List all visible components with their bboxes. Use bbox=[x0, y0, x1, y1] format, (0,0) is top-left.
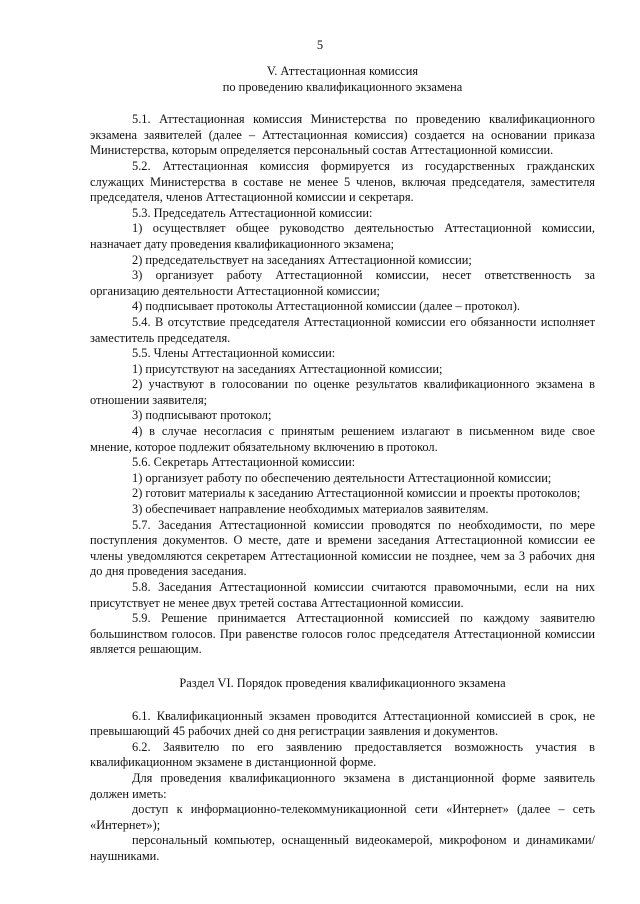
section-6-title: Раздел VI. Порядок проведения квалификационного экзамена bbox=[179, 675, 506, 690]
section5-paragraph: 3) обеспечивает направление необходимых материалов заявителям. bbox=[132, 502, 489, 517]
section6-paragraph: доступ к информационно-телекоммуникационной сети «Интернет» (далее – сеть «Интернет»); bbox=[90, 802, 595, 832]
section5-paragraph: 4) подписывает протоколы Аттестационной комиссии (далее – протокол). bbox=[132, 299, 520, 314]
section5-paragraph: 3) организует работу Аттестационной комиссии, несет ответственность за организацию деятельности Аттестационной комиссии; bbox=[90, 268, 595, 298]
section-5-heading bbox=[90, 64, 595, 95]
section5-paragraph: 2) готовит материалы к заседанию Аттестационной комиссии и проекты протоколов; bbox=[132, 486, 581, 501]
section6-paragraph: Для проведения квалификационного экзамена в дистанционной форме заявитель должен иметь: bbox=[90, 770, 595, 801]
section5-paragraph: 5.9. Решение принимается Аттестационной комиссией по каждому заявителю большинством голосов. При равенстве голосов голос председателя Аттестационной комиссии является решающим. bbox=[90, 611, 595, 657]
section5-paragraph: 5.1. Аттестационная комиссия Министерства по проведению квалификационного экзамена заявителей (далее – Аттестационная комиссия) создается на основании приказа Министерства, которым определяется персональный состав Аттестационной комиссии. bbox=[90, 112, 595, 158]
section6-paragraph: 6.1. Квалификационный экзамен проводится Аттестационной комиссией в срок, не превышающий 45 рабочих дней со дня регистрации заявления и документов. bbox=[90, 708, 595, 739]
page-number: 5 bbox=[316, 38, 324, 52]
section5-paragraph: 1) организует работу по обеспечению деятельности Аттестационной комиссии; bbox=[132, 470, 552, 485]
section5-paragraph: 5.6. Секретарь Аттестационной комиссии: bbox=[132, 455, 356, 470]
section5-paragraph: 5.7. Заседания Аттестационной комиссии проводятся по необходимости, по мере поступления документов. О месте, дате и времени заседания Аттестационной комиссии ее члены уведомляются секретарем Аттестационной комиссии не позднее, чем за 3 рабочих дня до дня проведения заседания. bbox=[90, 517, 595, 579]
section5-paragraph: 5.4. В отсутствие председателя Аттестационной комиссии его обязанности исполняет заместитель председателя. bbox=[90, 314, 595, 345]
section5-paragraph: 2) председательствует на заседаниях Аттестационной комиссии; bbox=[132, 252, 472, 267]
section5-paragraph: 5.2. Аттестационная комиссия формируется из государственных гражданских служащих Министерства в составе не менее 5 членов, включая председателя, заместителя председателя, членов Аттестационной комиссии и секретаря. bbox=[90, 158, 595, 205]
section-5-title-line-1: V. Аттестационная комиссия bbox=[266, 64, 419, 78]
section5-paragraph: 5.3. Председатель Аттестационной комиссии: bbox=[132, 205, 373, 220]
section-5-title-line-2: по проведению квалификационного экзамена bbox=[222, 79, 463, 94]
section5-paragraph: 3) подписывают протокол; bbox=[132, 408, 272, 423]
section5-paragraph: 4) в случае несогласия с принятым решением излагают в письменном виде свое мнение, которое подлежит обязательному включению в протокол. bbox=[90, 424, 595, 454]
section5-paragraph: 5.5. Члены Аттестационной комиссии: bbox=[132, 346, 336, 361]
section5-paragraph: 1) осуществляет общее руководство деятельностью Аттестационной комиссии, назначает дату проведения квалификационного экзамена; bbox=[90, 221, 595, 251]
section5-paragraph: 5.8. Заседания Аттестационной комиссии считаются правомочными, если на них присутствует не менее двух третей состава Аттестационной комиссии. bbox=[90, 580, 595, 610]
section6-paragraph: персональный компьютер, оснащенный видеокамерой, микрофоном и динамиками/наушниками. bbox=[90, 833, 595, 863]
section5-paragraph: 2) участвуют в голосовании по оценке результатов квалификационного экзамена в отношении заявителя; bbox=[90, 377, 595, 407]
section6-paragraph: 6.2. Заявителю по его заявлению предоставляется возможность участия в квалификационном экзамене в дистанционной форме. bbox=[90, 739, 595, 770]
section-5-paragraphs bbox=[90, 112, 595, 658]
document-body bbox=[90, 64, 595, 865]
section-6-paragraphs bbox=[90, 709, 595, 865]
section5-paragraph: 1) присутствуют на заседаниях Аттестационной комиссии; bbox=[132, 361, 443, 376]
